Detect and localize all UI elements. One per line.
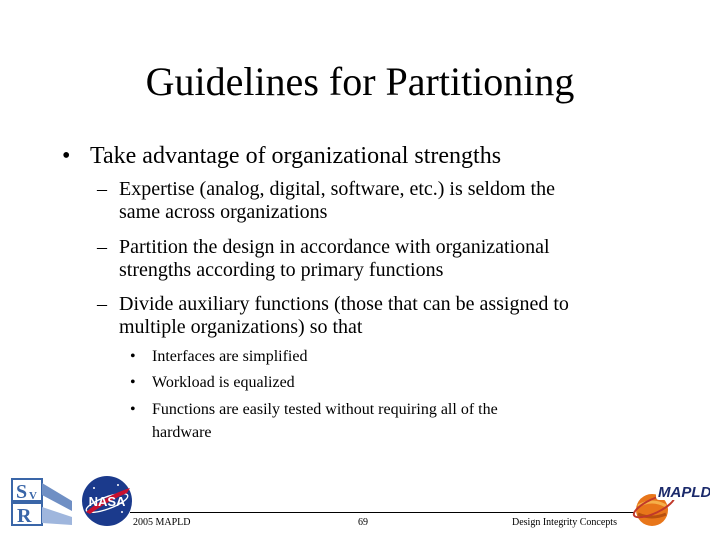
sub-sub-bullet-line: Workload is equalized <box>152 374 295 391</box>
bullet-mark: • <box>130 348 136 365</box>
sub-sub-bullet-line: Functions are easily tested without requiring all of the <box>152 401 498 418</box>
sub-bullet-line: strengths according to primary functions <box>119 259 444 281</box>
sr-letter-s: S <box>16 481 28 503</box>
nasa-text: NASA <box>88 494 126 509</box>
slide-title: Guidelines for Partitioning <box>145 59 575 104</box>
sub-bullet-line: Expertise (analog, digital, software, etc.) is seldom the <box>119 178 555 200</box>
bullet-mark: • <box>130 401 136 418</box>
sr-letter-r: R <box>17 505 32 527</box>
sr-letter-v: V <box>29 490 37 502</box>
dash-mark: – <box>97 236 107 258</box>
bullet-text: Take advantage of organizational strengths <box>90 143 502 169</box>
mapld-logo <box>630 476 710 532</box>
sr-logo <box>10 477 74 529</box>
nasa-logo <box>80 474 134 528</box>
dash-mark: – <box>97 178 107 200</box>
sub-bullet-line: same across organizations <box>119 201 328 223</box>
sub-sub-bullet-line: hardware <box>152 424 212 441</box>
dash-mark: – <box>97 293 107 315</box>
footer-divider <box>130 512 634 513</box>
footer-left: 2005 MAPLD <box>133 517 191 528</box>
sub-bullet-line: Divide auxiliary functions (those that can be assigned to <box>119 293 569 315</box>
sub-sub-bullet-line: Interfaces are simplified <box>152 348 308 365</box>
sub-bullet-line: Partition the design in accordance with organizational <box>119 236 550 258</box>
mapld-text: MAPLD <box>658 484 710 501</box>
bullet-mark: • <box>62 143 71 169</box>
bullet-mark: • <box>130 374 136 391</box>
footer-right: Design Integrity Concepts <box>512 517 617 528</box>
sub-bullet-line: multiple organizations) so that <box>119 316 363 338</box>
footer-page-number: 69 <box>358 517 368 528</box>
